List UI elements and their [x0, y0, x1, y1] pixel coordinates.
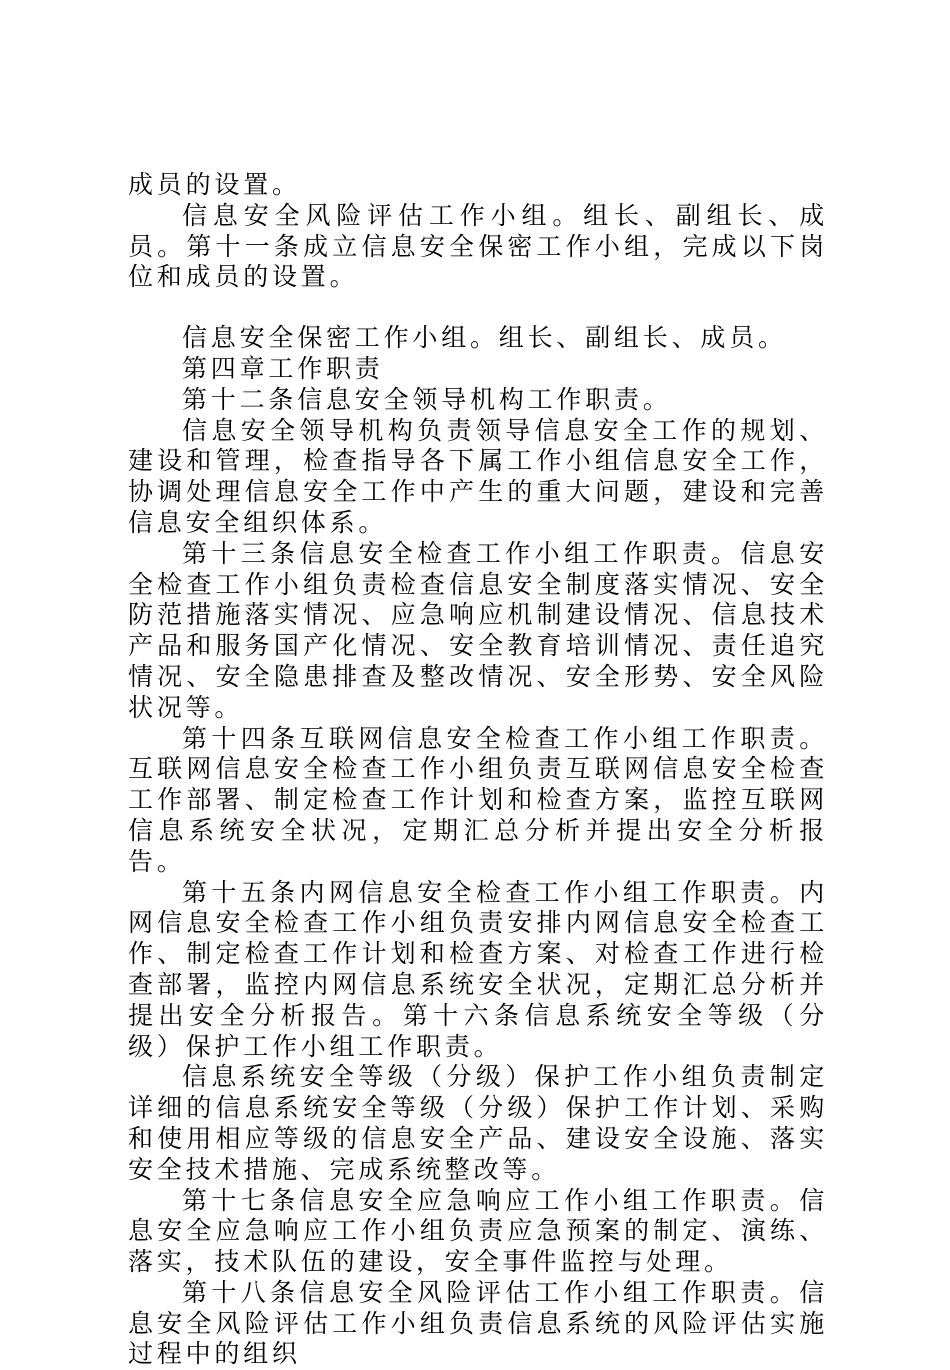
paragraph: 第十四条互联网信息安全检查工作小组工作职责。互联网信息安全检查工作小组负责互联网信息安全检查工作部署、制定检查工作计划和检查方案，监控互联网信息系统安全状况，定期汇总分析并提出安全分析报告。 [128, 723, 828, 876]
paragraph: 第十五条内网信息安全检查工作小组工作职责。内网信息安全检查工作小组负责安排内网信息安全检查工作、制定检查工作计划和检查方案、对检查工作进行检查部署，监控内网信息系统安全状况，定期汇总分析并提出安全分析报告。第十六条信息系统安全等级（分级）保护工作小组工作职责。 [128, 877, 828, 1061]
chapter-heading: 第四章工作职责 [182, 353, 384, 383]
paragraph: 信息安全保密工作小组。组长、副组长、成员。 [182, 323, 787, 353]
paragraph: 信息安全领导机构负责领导信息安全工作的规划、建设和管理，检查指导各下属工作小组信息安全工作，协调处理信息安全工作中产生的重大问题，建设和完善信息安全组织体系。 [128, 415, 828, 537]
paragraph: 信息系统安全等级（分级）保护工作小组负责制定详细的信息系统安全等级（分级）保护工作计划、采购和使用相应等级的信息安全产品、建设安全设施、落实安全技术措施、完成系统整改等。 [128, 1062, 828, 1184]
paragraph: 成员的设置。 [128, 170, 301, 199]
paragraph: 第十三条信息安全检查工作小组工作职责。信息安全检查工作小组负责检查信息安全制度落实情况、安全防范措施落实情况、应急响应机制建设情况、信息技术产品和服务国产化情况、安全教育培训情况、责任追究情况、安全隐患排查及整改情况、安全形势、安全风险状况等。 [128, 538, 828, 722]
paragraph: 第十七条信息安全应急响应工作小组工作职责。信息安全应急响应工作小组负责应急预案的制定、演练、落实，技术队伍的建设，安全事件监控与处理。 [128, 1185, 828, 1277]
paragraph-spacer [128, 293, 828, 323]
paragraph: 第十二条信息安全领导机构工作职责。 [182, 384, 672, 414]
document-body [128, 170, 828, 1370]
paragraph: 第十八条信息安全风险评估工作小组工作职责。信息安全风险评估工作小组负责信息系统的风险评估实施过程中的组织 [128, 1277, 828, 1369]
paragraph: 信息安全风险评估工作小组。组长、副组长、成员。第十一条成立信息安全保密工作小组，完成以下岗位和成员的设置。 [128, 200, 828, 292]
